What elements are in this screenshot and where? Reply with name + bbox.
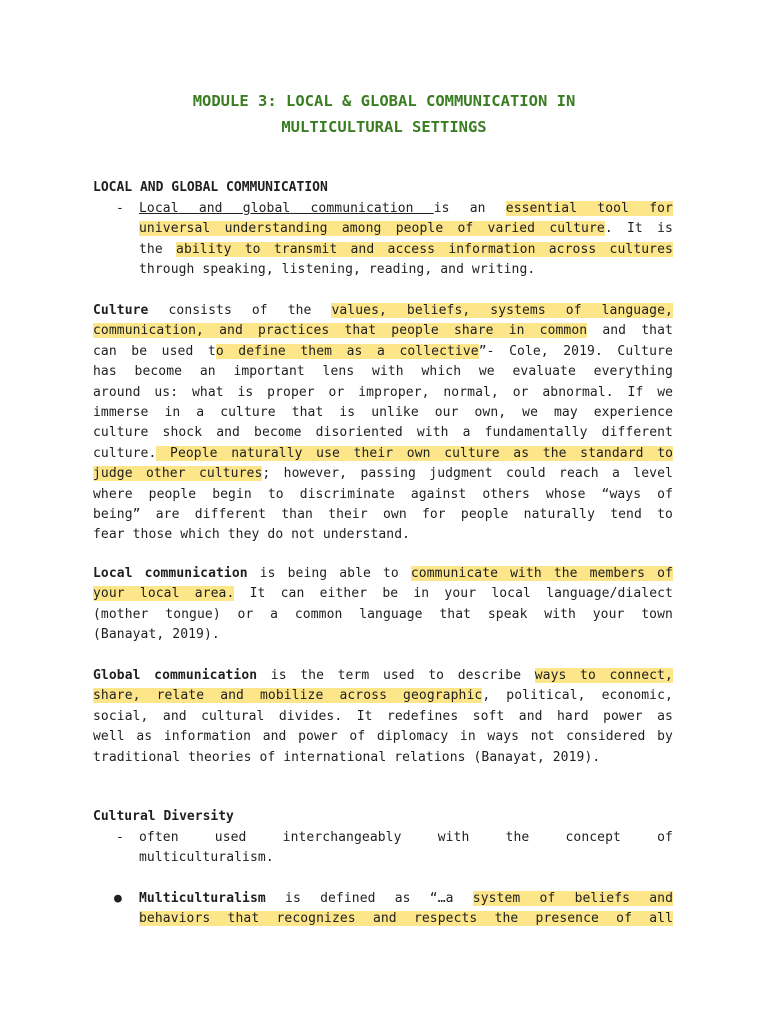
text-line: fear those which they do not understand. <box>93 527 411 543</box>
text-line: social, and cultural divides. It redefines soft and hard power as <box>93 708 673 724</box>
paragraph-cultural-diversity <box>139 828 673 869</box>
title-line-1: MODULE 3: LOCAL & GLOBAL COMMUNICATION IN <box>192 92 576 110</box>
text-line: communication, and practices that people share in common and that <box>93 323 673 339</box>
text-line: share, relate and mobilize across geographic, political, economic, <box>93 688 673 704</box>
text-line: being” are different than their own for people naturally tend to <box>93 506 673 522</box>
section-heading-cultural-diversity: Cultural Diversity <box>93 809 234 824</box>
text-line: well as information and power of diplomacy in ways not considered by <box>93 729 673 745</box>
paragraph-global-communication <box>93 666 673 768</box>
text-line: (mother tongue) or a common language that speak with your town <box>93 606 673 622</box>
text-line: culture shock and become disoriented with a fundamentally different <box>93 425 673 441</box>
paragraph-multiculturalism <box>139 889 673 930</box>
text-line: your local area. It can either be in your local language/dialect <box>93 586 673 602</box>
dash-marker: - <box>116 830 124 845</box>
text-line: around us: what is proper or improper, normal, or abnormal. If we <box>93 384 674 400</box>
bullet-marker: ● <box>114 891 122 906</box>
text-line: traditional theories of international relations (Banayat, 2019). <box>93 749 601 765</box>
text-line: the ability to transmit and access information across cultures <box>139 241 673 257</box>
text-line: universal understanding among people of varied culture. It is <box>139 221 673 237</box>
text-line: immerse in a culture that is unlike our own, we may experience <box>93 404 674 420</box>
title-line-2: MULTICULTURAL SETTINGS <box>281 118 487 136</box>
text-line: can be used to define them as a collective”- Cole, 2019. Culture <box>93 343 673 359</box>
text-line: Local and global communication is an essential tool for <box>139 201 673 216</box>
text-line: Global communication is the term used to describe ways to connect, <box>93 668 673 683</box>
section-heading-local-global: LOCAL AND GLOBAL COMMUNICATION <box>93 180 328 195</box>
module-title <box>0 88 768 140</box>
paragraph-local-global-definition <box>139 199 673 281</box>
text-line: (Banayat, 2019). <box>93 627 220 643</box>
text-line: multiculturalism. <box>139 850 274 866</box>
text-line: through speaking, listening, reading, and writing. <box>139 262 536 278</box>
text-line: behaviors that recognizes and respects the presence of all <box>139 911 674 927</box>
text-line: judge other cultures; however, passing judgment could reach a level <box>93 466 673 482</box>
text-line: culture. People naturally use their own culture as the standard to <box>93 445 674 461</box>
text-line: where people begin to discriminate against others whose “ways of <box>93 486 674 502</box>
paragraph-culture <box>93 301 673 546</box>
text-line: Multiculturalism is defined as “…a system of beliefs and <box>139 891 674 906</box>
text-line: has become an important lens with which we evaluate everything <box>93 364 673 380</box>
text-line: Local communication is being able to communicate with the members of <box>93 566 673 581</box>
text-line: often used interchangeably with the concept of <box>139 830 673 845</box>
text-line: Culture consists of the values, beliefs, systems of language, <box>93 303 673 318</box>
dash-marker: - <box>116 201 124 216</box>
paragraph-local-communication <box>93 564 673 646</box>
